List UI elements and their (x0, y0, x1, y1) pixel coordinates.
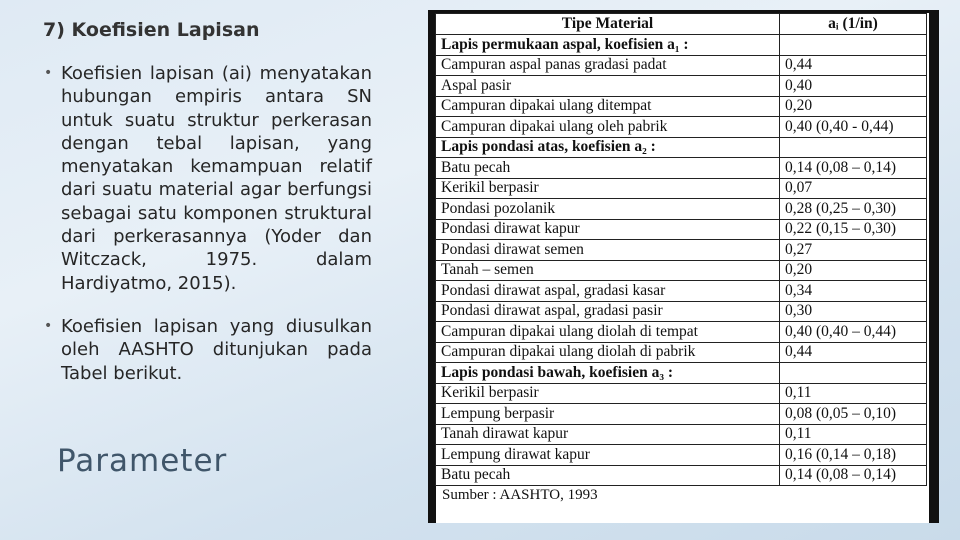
table-row (436, 240, 927, 261)
table-row (436, 404, 927, 425)
table-section-row (436, 363, 927, 384)
material-cell: Campuran dipakai ulang diolah di tempat (436, 322, 780, 343)
coefficient-cell: 0,07 (780, 178, 927, 199)
coefficient-cell: 0,44 (780, 342, 927, 363)
material-cell: Lapis pondasi atas, koefisien a₂ : (436, 137, 780, 158)
coefficient-cell: 0,28 (0,25 – 0,30) (780, 199, 927, 220)
header-material: Tipe Material (436, 14, 780, 35)
table-row (436, 322, 927, 343)
table-row (436, 219, 927, 240)
table-row (436, 96, 927, 117)
coefficient-cell: 0,22 (0,15 – 0,30) (780, 219, 927, 240)
coefficient-cell (780, 363, 927, 384)
table-section-row (436, 137, 927, 158)
coefficient-cell: 0,11 (780, 383, 927, 404)
bullet-item (44, 62, 372, 295)
material-cell: Kerikil berpasir (436, 383, 780, 404)
table-row (436, 465, 927, 486)
table-row (436, 424, 927, 445)
parameter-label: Parameter (57, 443, 228, 479)
table-row (436, 260, 927, 281)
bullet-item (44, 315, 372, 385)
table-container (436, 13, 929, 523)
coefficient-cell: 0,11 (780, 424, 927, 445)
coefficient-cell: 0,20 (780, 260, 927, 281)
bullet-text: Koefisien lapisan yang diusulkan oleh AASHTO ditunjukan pada Tabel berikut. (61, 315, 372, 384)
table-row (436, 301, 927, 322)
table-row (436, 199, 927, 220)
coefficient-cell: 0,40 (0,40 - 0,44) (780, 117, 927, 138)
material-cell: Campuran dipakai ulang diolah di pabrik (436, 342, 780, 363)
material-cell: Campuran dipakai ulang ditempat (436, 96, 780, 117)
material-cell: Pondasi dirawat aspal, gradasi pasir (436, 301, 780, 322)
table-row (436, 117, 927, 138)
table-row (436, 158, 927, 179)
material-cell: Campuran dipakai ulang oleh pabrik (436, 117, 780, 138)
material-cell: Pondasi pozolanik (436, 199, 780, 220)
material-cell: Batu pecah (436, 158, 780, 179)
material-cell: Tanah dirawat kapur (436, 424, 780, 445)
bullet-icon: • (44, 317, 53, 334)
coefficient-cell (780, 137, 927, 158)
bullet-text: Koefisien lapisan (ai) menyatakan hubungan empiris antara SN untuk suatu struktur perkerasan dengan tebal lapisan, yang menyatakan kemampuan relatif dari suatu material agar berfungsi sebagai satu komponen struktural dari perkerasannya (Yoder dan Witczack, 1975. dalam Hardiyatmo, 2015). (61, 63, 372, 294)
material-cell: Aspal pasir (436, 76, 780, 97)
coefficient-cell: 0,44 (780, 55, 927, 76)
table-row (436, 55, 927, 76)
table-image-frame (428, 10, 939, 523)
coefficient-cell: 0,20 (780, 96, 927, 117)
material-cell: Pondasi dirawat kapur (436, 219, 780, 240)
material-cell: Kerikil berpasir (436, 178, 780, 199)
table-row (436, 445, 927, 466)
coefficient-cell: 0,27 (780, 240, 927, 261)
table-row (436, 76, 927, 97)
table-row (436, 281, 927, 302)
material-cell: Lempung berpasir (436, 404, 780, 425)
material-cell: Lempung dirawat kapur (436, 445, 780, 466)
table-source: Sumber : AASHTO, 1993 (442, 487, 598, 503)
material-cell: Pondasi dirawat semen (436, 240, 780, 261)
coefficient-cell: 0,16 (0,14 – 0,18) (780, 445, 927, 466)
material-coefficient-table (435, 13, 927, 486)
material-cell: Campuran aspal panas gradasi padat (436, 55, 780, 76)
table-header-row (436, 14, 927, 35)
header-coefficient: aᵢ (1/in) (780, 14, 927, 35)
material-cell: Batu pecah (436, 465, 780, 486)
bullet-icon: • (44, 65, 53, 81)
table-section-row (436, 35, 927, 56)
material-cell: Pondasi dirawat aspal, gradasi kasar (436, 281, 780, 302)
material-cell: Tanah – semen (436, 260, 780, 281)
material-cell: Lapis permukaan aspal, koefisien a₁ : (436, 35, 780, 56)
slide-title: 7) Koefisien Lapisan (43, 19, 260, 41)
coefficient-cell: 0,14 (0,08 – 0,14) (780, 158, 927, 179)
table-row (436, 383, 927, 404)
bullet-list (44, 62, 372, 405)
coefficient-cell: 0,14 (0,08 – 0,14) (780, 465, 927, 486)
table-row (436, 178, 927, 199)
material-cell: Lapis pondasi bawah, koefisien a₃ : (436, 363, 780, 384)
coefficient-cell: 0,40 (0,40 – 0,44) (780, 322, 927, 343)
coefficient-cell: 0,08 (0,05 – 0,10) (780, 404, 927, 425)
coefficient-cell (780, 35, 927, 56)
coefficient-cell: 0,34 (780, 281, 927, 302)
coefficient-cell: 0,30 (780, 301, 927, 322)
table-row (436, 342, 927, 363)
coefficient-cell: 0,40 (780, 76, 927, 97)
